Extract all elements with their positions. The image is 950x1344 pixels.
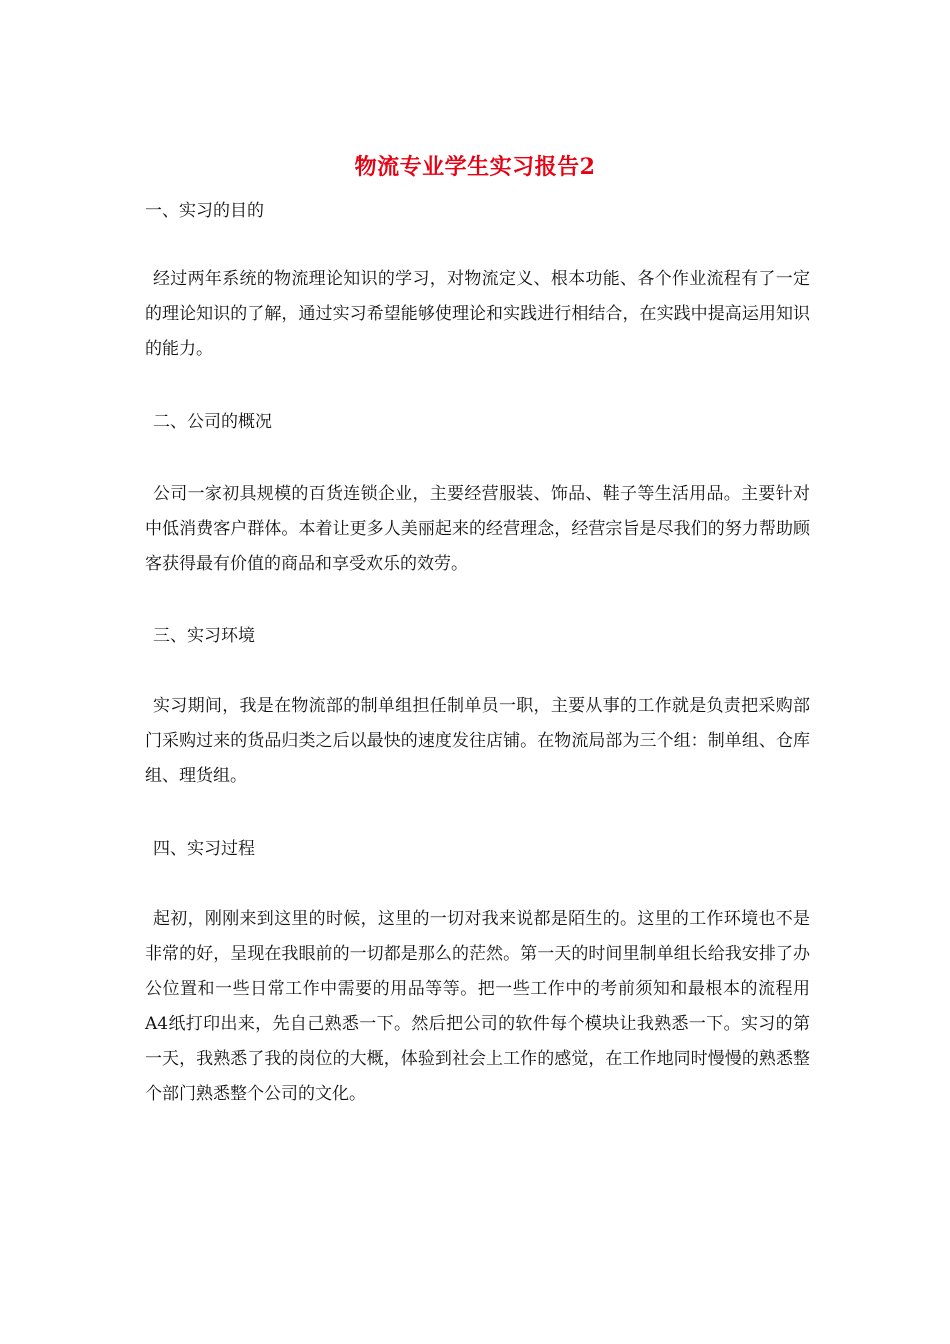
section-body-purpose: 经过两年系统的物流理论知识的学习，对物流定义、根本功能、各个作业流程有了一定的理论知识的了解，通过实习希望能够使理论和实践进行相结合，在实践中提高运用知识的能力。 <box>145 269 810 359</box>
section-body-process: 起初，刚刚来到这里的时候，这里的一切对我来说都是陌生的。这里的工作环境也不是非常的好，呈现在我眼前的一切都是那么的茫然。第一天的时间里制单组长给我安排了办公位置和一些日常工作中需要的用品等等。把一些工作中的考前须知和最根本的流程用A4纸打印出来，先自己熟悉一下。然后把公司的软件每个模块让我熟悉一下。实习的第一天，我熟悉了我的岗位的大概，体验到社会上工作的感觉，在工作地同时慢慢的熟悉整个部门熟悉整个公司的文化。 <box>145 909 810 1104</box>
section-heading-company: 二、公司的概况 <box>153 412 272 432</box>
section-heading-purpose: 一、实习的目的 <box>145 201 264 221</box>
document-title: 物流专业学生实习报告2 <box>354 154 596 180</box>
section-body-company: 公司一家初具规模的百货连锁企业，主要经营服装、饰品、鞋子等生活用品。主要针对中低消费客户群体。本着让更多人美丽起来的经营理念，经营宗旨是尽我们的努力帮助顾客获得最有价值的商品和享受欢乐的效劳。 <box>145 484 810 574</box>
section-heading-process: 四、实习过程 <box>153 839 255 859</box>
section-heading-environment: 三、实习环境 <box>153 626 255 646</box>
section-body-environment: 实习期间，我是在物流部的制单组担任制单员一职，主要从事的工作就是负责把采购部门采购过来的货品归类之后以最快的速度发往店铺。在物流局部为三个组：制单组、仓库组、理货组。 <box>145 696 810 786</box>
